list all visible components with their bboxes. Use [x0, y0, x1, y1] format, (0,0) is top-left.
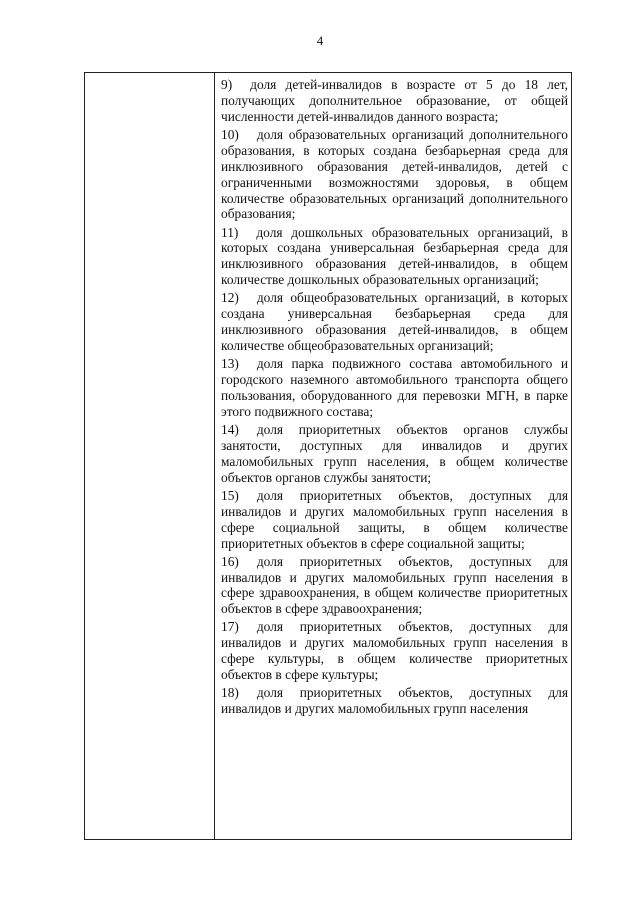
item-number: 9) — [221, 77, 233, 92]
item-number: 10) — [221, 126, 239, 142]
list-item — [221, 619, 568, 683]
item-number: 11) — [221, 224, 239, 240]
item-text: доля приоритетных объектов, доступных для инвалидов и других маломобильных групп населения — [221, 685, 568, 717]
item-number: 13) — [221, 356, 239, 372]
item-number: 16) — [221, 553, 239, 569]
item-number: 15) — [221, 487, 239, 503]
list-item — [221, 77, 568, 125]
item-text: доля приоритетных объектов, доступных для инвалидов и других маломобильных групп населения в сфере социальной защиты, в общем количестве приоритетных объектов в сфере социальной защиты; — [221, 487, 568, 551]
list-item — [221, 127, 568, 222]
list-item — [221, 290, 568, 354]
item-text: доля дошкольных образовательных организаций, в которых создана универсальная безбарьерная среда для инклюзивного образования детей-инвалидов, в общем количестве дошкольных образовательных организаций; — [221, 224, 568, 288]
table-left-column — [85, 73, 215, 839]
item-number: 12) — [221, 290, 239, 306]
item-text: доля образовательных организаций дополнительного образования, в которых создана безбарьерная среда для инклюзивного образования детей-инвалидов, детей с ограниченными возможностями здоровья, в общем количестве образовательных организаций дополнительного образования; — [221, 126, 568, 222]
table-right-column — [215, 73, 571, 839]
item-number: 18) — [221, 685, 239, 701]
page-number: 4 — [316, 33, 324, 48]
item-text: доля приоритетных объектов, доступных для инвалидов и других маломобильных групп населения в сфере культуры, в общем количестве приоритетных объектов в сфере культуры; — [221, 619, 568, 683]
list-item — [221, 422, 568, 486]
list-item — [221, 225, 568, 289]
item-text: доля приоритетных объектов, доступных для инвалидов и других маломобильных групп населения в сфере здравоохранения, в общем количестве приоритетных объектов в сфере здравоохранения; — [221, 553, 568, 617]
item-number: 14) — [221, 421, 239, 437]
item-text: доля детей-инвалидов в возрасте от 5 до 18 лет, получающих дополнительное образование, от общей численности детей-инвалидов данного возраста; — [221, 77, 568, 124]
item-text: доля приоритетных объектов органов службы занятости, доступных для инвалидов и других маломобильных групп населения, в общем количестве объектов органов службы занятости; — [221, 421, 568, 485]
item-text: доля общеобразовательных организаций, в которых создана универсальная безбарьерная среда для инклюзивного образования детей-инвалидов, в общем количестве общеобразовательных организаций; — [221, 290, 568, 354]
item-text: доля парка подвижного состава автомобильного и городского наземного автомобильного транспорта общего пользования, оборудованного для перевозки МГН, в парке этого подвижного состава; — [221, 356, 568, 419]
list-item — [221, 356, 568, 420]
indicators-table — [84, 72, 572, 840]
list-item — [221, 554, 568, 618]
list-item — [221, 488, 568, 552]
item-number: 17) — [221, 619, 239, 635]
list-item — [221, 685, 568, 717]
